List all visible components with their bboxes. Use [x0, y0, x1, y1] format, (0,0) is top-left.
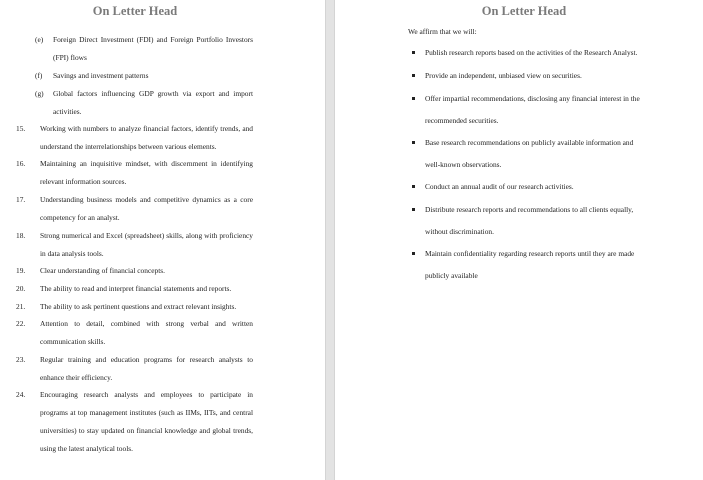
- item-number: 22.: [16, 319, 26, 328]
- item-text: Strong numerical and Excel (spreadsheet) skills, along with proficiency in data analysis tools.: [40, 231, 253, 258]
- item-text: Global factors influencing GDP growth via export and import activities.: [53, 89, 253, 116]
- list-item: [16, 262, 253, 280]
- bullet-text: Maintain confidentiality regarding research reports until they are made publicly available: [425, 249, 635, 280]
- bullet-item: [425, 65, 647, 87]
- list-item: [16, 155, 253, 191]
- list-item: [16, 315, 253, 351]
- item-text: Regular training and education programs for research analysts to enhance their efficiency.: [40, 355, 253, 382]
- item-number: 21.: [16, 302, 26, 311]
- bullet-text: Distribute research reports and recommendations to all clients equally, without discrimination.: [425, 205, 634, 236]
- list-item: [16, 386, 253, 458]
- item-number: 23.: [16, 355, 26, 364]
- bullet-icon: [412, 185, 415, 188]
- item-text: Savings and investment patterns: [53, 71, 149, 80]
- list-item: [16, 191, 253, 227]
- item-number: 20.: [16, 284, 26, 293]
- item-number: (e): [35, 35, 44, 44]
- item-number: (g): [35, 89, 44, 98]
- list-item: [35, 67, 253, 85]
- list-item: [16, 280, 253, 298]
- page-separator: [325, 0, 335, 480]
- item-text: The ability to read and interpret financial statements and reports.: [40, 284, 232, 293]
- bullet-icon: [412, 208, 415, 211]
- item-number: 16.: [16, 159, 26, 168]
- bullet-item: [425, 132, 647, 176]
- left-page: [0, 0, 325, 480]
- list-item: [16, 120, 253, 156]
- right-page: [335, 0, 703, 480]
- item-text: Understanding business models and competitive dynamics as a core competency for an analyst.: [40, 195, 253, 222]
- list-item: [35, 31, 253, 67]
- letterhead-title: On Letter Head: [481, 4, 567, 18]
- bullet-icon: [412, 141, 415, 144]
- bullet-icon: [412, 74, 415, 77]
- item-text: Attention to detail, combined with strong verbal and written communication skills.: [40, 319, 253, 346]
- bullet-text: Base research recommendations on publicly available information and well-known observations.: [425, 138, 634, 169]
- letterhead-title: On Letter Head: [92, 4, 178, 18]
- bullet-icon: [412, 97, 415, 100]
- item-text: Clear understanding of financial concepts.: [40, 266, 165, 275]
- list-item: [16, 227, 253, 263]
- item-text: Foreign Direct Investment (FDI) and Foreign Portfolio Investors (FPI) flows: [53, 35, 253, 62]
- bullet-icon: [412, 252, 415, 255]
- item-number: 24.: [16, 390, 26, 399]
- item-text: Maintaining an inquisitive mindset, with discernment in identifying relevant information sources.: [40, 159, 253, 186]
- bullet-item: [425, 199, 647, 243]
- item-number: 15.: [16, 124, 26, 133]
- list-item: [16, 351, 253, 387]
- item-text: Encouraging research analysts and employees to participate in programs at top management institutes (such as IIMs, IITs, and central universities) to stay updated on financial knowledge and global trends, using the latest analytical tools.: [40, 390, 253, 453]
- bullet-text: Offer impartial recommendations, disclosing any financial interest in the recommended securities.: [425, 94, 640, 125]
- bullet-text: Publish research reports based on the activities of the Research Analyst.: [425, 48, 638, 57]
- item-number: 17.: [16, 195, 26, 204]
- bullet-item: [425, 176, 647, 198]
- bullet-item: [425, 42, 647, 64]
- affirmation-intro: We affirm that we will:: [408, 27, 477, 36]
- bullet-item: [425, 88, 647, 132]
- bullet-text: Provide an independent, unbiased view on securities.: [425, 71, 582, 80]
- item-number: 19.: [16, 266, 26, 275]
- bullet-text: Conduct an annual audit of our research activities.: [425, 182, 574, 191]
- bullet-icon: [412, 51, 415, 54]
- item-text: Working with numbers to analyze financial factors, identify trends, and understand the interrelationships between various elements.: [40, 124, 253, 151]
- list-item: [16, 298, 253, 316]
- item-number: 18.: [16, 231, 26, 240]
- item-text: The ability to ask pertinent questions and extract relevant insights.: [40, 302, 237, 311]
- item-number: (f): [35, 71, 43, 80]
- list-item: [35, 85, 253, 121]
- bullet-item: [425, 243, 647, 287]
